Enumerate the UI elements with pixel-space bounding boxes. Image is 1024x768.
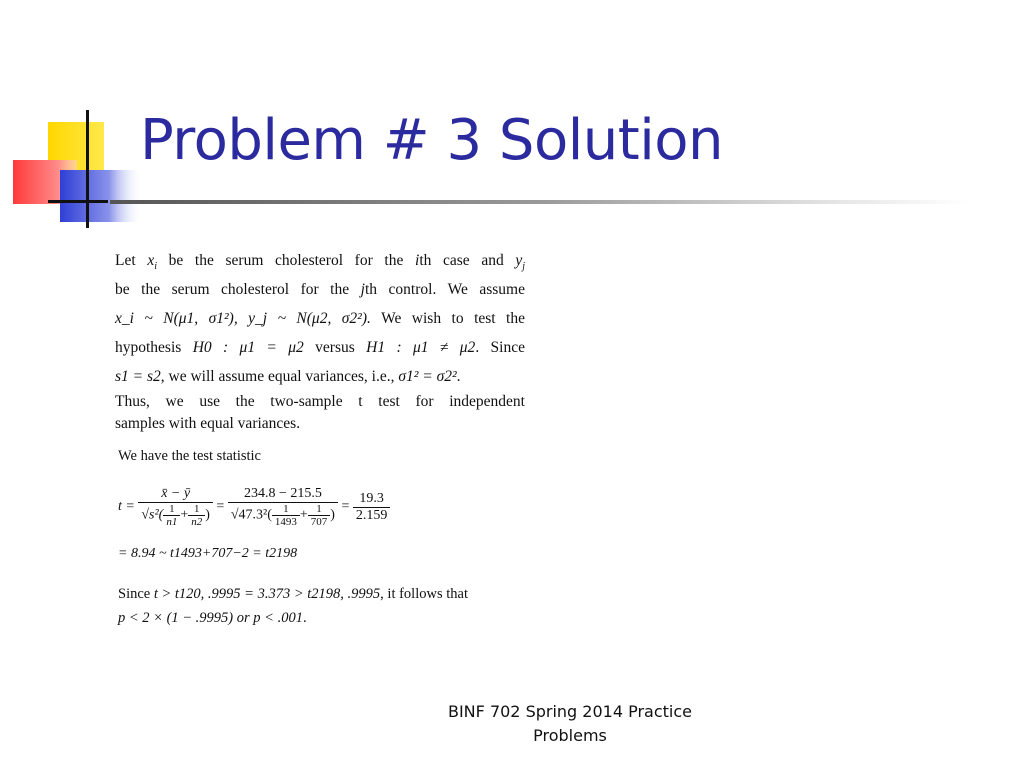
paragraph-assumptions [115,246,525,435]
test-statistic-intro: We have the test statistic [118,448,261,464]
fraction-result: $\frac{19.3}{2.159}$ [353,491,391,524]
distribution-math: x_i ~ N(μ1, σ1²), y_j ~ N(μ2, σ2²). [115,310,371,327]
para1-line-7: samples with equal variances. [115,415,301,432]
para1-line-3: x_i ~ N(μ1, σ1²), y_j ~ N(μ2, σ2²). We wish to test the [115,310,525,327]
null-hypothesis: H0 : μ1 = μ2 [192,339,304,356]
para1-line-1: Let $x_i$ be the serum cholesterol for the ith case and $y_j$ [115,252,526,273]
alt-hypothesis: H1 : μ1 ≠ μ2 [366,339,476,356]
horizontal-line [48,200,108,203]
para1-line-2: be the serum cholesterol for the jth control. We assume [115,281,525,298]
fraction-general: x̄ − ȳ √s²( $\frac{1}{n1}$ + $\frac{1}{n2}$ ) [138,486,213,528]
title-rule [110,200,970,204]
footer-line-1: BINF 702 Spring 2014 Practice [447,702,692,721]
para1-line-5: s1 = s2, we will assume equal variances, i.e., σ1² = σ2². [115,368,461,385]
blue-square [60,170,142,222]
para1-line-4: hypothesis H0 : μ1 = μ2 versus H1 : μ1 ≠ μ2. Since [115,339,525,356]
slide-footer [420,700,720,748]
test-statistic-formula: t = x̄ − ȳ √s²( $\frac{1}{n1}$ + $\frac{1}{n2}$ ) = 234.8 − 215.5 √47.3²( $\frac{1}{1493}$ + $\frac{1}{707}$ ) = $\frac{19.3}{2.159}$ [118,486,390,528]
corner-decoration [0,0,160,240]
slide-title: Problem # 3 Solution [140,108,724,173]
conclusion-line-2: p < 2 × (1 − .9995) or p < .001. [118,610,307,626]
para1-line-6: Thus, we use the two-sample t test for independent [115,393,525,410]
vertical-line [86,110,89,228]
fraction-values: 234.8 − 215.5 √47.3²( $\frac{1}{1493}$ + $\frac{1}{707}$ ) [228,486,338,528]
test-statistic-result: = 8.94 ~ t1493+707−2 = t2198 [118,546,298,561]
footer-line-2: Problems [533,726,607,745]
conclusion-line-1: Since t > t120, .9995 = 3.373 > t2198, .9995, it follows that [118,586,468,602]
